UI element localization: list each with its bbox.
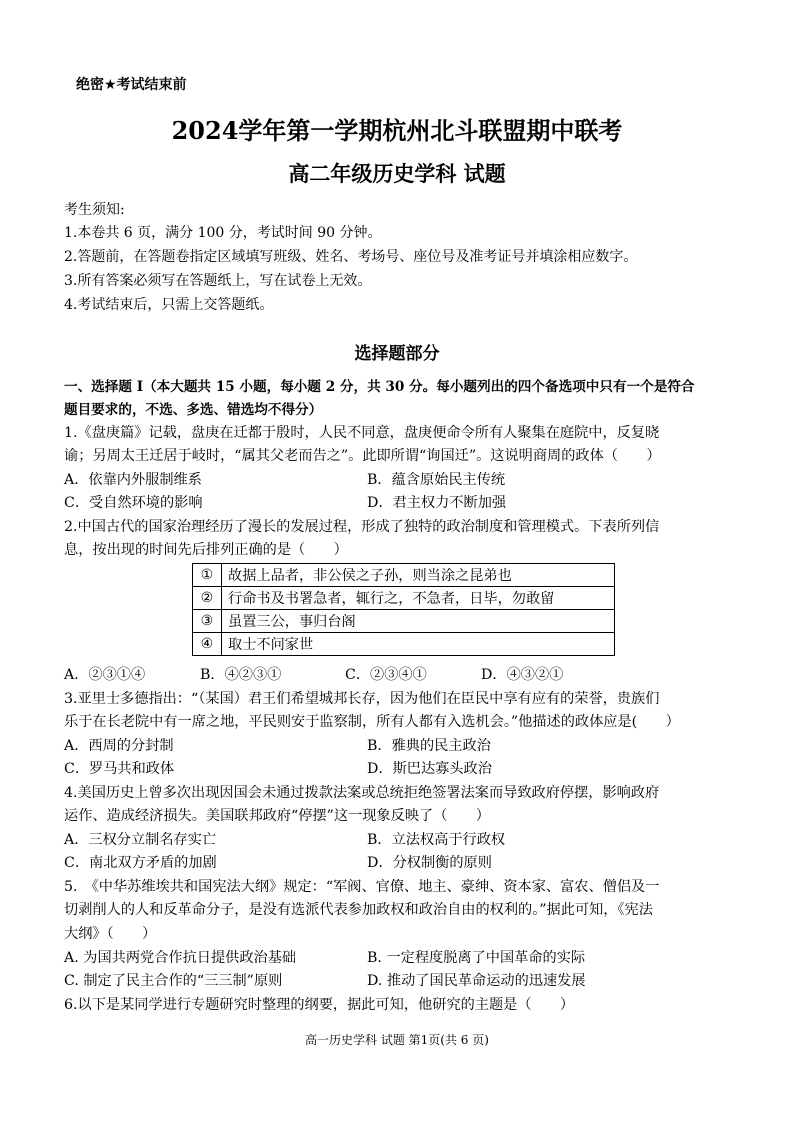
notice-item: 1.本卷共 6 页，满分 100 分，考试时间 90 分钟。 (64, 225, 382, 241)
notice-item: 3.所有答案必须写在答题纸上，写在试卷上无效。 (64, 273, 372, 289)
q1-option-b: B．蕴含原始民主传统 (367, 472, 506, 488)
q1-option-d: D．君主权力不断加强 (367, 495, 507, 511)
notice-heading: 考生须知: (64, 202, 125, 218)
part-instruction: 题目要求的，不选、多选、错选均不得分） (64, 402, 323, 418)
q3-option-a: A．西周的分封制 (64, 738, 174, 754)
q4-stem: 4.美国历史上曾多次出现因国会未通过拨款法案或总统拒绝签署法案而导致政府停摆，影响政府 (64, 785, 660, 801)
confidential-label: 绝密★考试结束前 (76, 77, 187, 93)
q2-option-b: B．④②③① (200, 667, 282, 683)
q4-option-d: D．分权制衡的原则 (367, 855, 492, 871)
table-cell-text: 行命书及书署急者，辄行之，不急者，日毕，勿敢留 (222, 587, 615, 610)
q6-stem: 6.以下是某同学进行专题研究时整理的纲要，据此可知，他研究的主题是（ ） (64, 997, 575, 1013)
table-cell-num: ① (193, 564, 222, 587)
table-row (193, 633, 615, 656)
q1-option-a: A．依靠内外服制维系 (64, 472, 202, 488)
table-cell-text: 故据上品者，非公侯之子孙，则当涂之昆弟也 (222, 564, 615, 587)
table-row (193, 564, 615, 587)
q4-option-a: A．三权分立制名存实亡 (64, 832, 217, 848)
q2-option-a: A．②③①④ (64, 667, 146, 683)
q1-option-c: C．受自然环境的影响 (64, 495, 203, 511)
q5-stem: 大纲》（ ） (64, 926, 157, 942)
q5-option-a: A. 为国共两党合作抗日提供政治基础 (64, 950, 297, 966)
q3-stem: 乐于在长老院中有一席之地，平民则安于监察制，所有人都有入选机会。”他描述的政体应是( ） (64, 714, 680, 730)
notice-item: 2.答题前，在答题卷指定区域填写班级、姓名、考场号、座位号及准考证号并填涂相应数字。 (64, 249, 638, 265)
q4-stem: 运作、造成经济损失。美国联邦政府“停摆”这一现象反映了（ ） (64, 808, 490, 824)
q4-option-b: B．立法权高于行政权 (367, 832, 506, 848)
q2-stem: 息，按出现的时间先后排列正确的是（ ） (64, 542, 348, 558)
table-row (193, 587, 615, 610)
q3-option-d: D．斯巴达寡头政治 (367, 761, 492, 777)
q2-table (192, 563, 615, 656)
q1-stem: 1.《盘庚篇》记载，盘庚在迁都于殷时，人民不同意，盘庚便命令所有人聚集在庭院中，反复晓 (64, 425, 660, 441)
q5-option-b: B. 一定程度脱离了中国革命的实际 (367, 950, 586, 966)
q5-option-d: D. 推动了国民革命运动的迅速发展 (367, 973, 586, 989)
q4-option-c: C．南北双方矛盾的加剧 (64, 855, 217, 871)
q1-stem: 谕；另周太王迁居于岐时，“属其父老而告之”。此即所谓“询国迁”。这说明商周的政体（ ） (64, 448, 661, 464)
section-title: 选择题部分 (354, 344, 440, 364)
q5-stem: 切剥削人的人和反革命分子，是没有选派代表参加政权和政治自由的权利的。”据此可知，《宪法 (64, 902, 653, 918)
page-footer: 高一历史学科 试题 第1页(共 6 页) (305, 1033, 489, 1047)
q5-stem: 5. 《中华苏维埃共和国宪法大纲》规定：“军阀、官僚、地主、豪绅、资本家、富农、僧侣及一 (64, 879, 660, 895)
q2-option-c: C．②③④① (345, 667, 427, 683)
q3-option-c: C．罗马共和政体 (64, 761, 175, 777)
table-cell-text: 取士不问家世 (222, 633, 615, 656)
table-cell-num: ② (193, 587, 222, 610)
exam-subtitle: 高二年级历史学科 试题 (288, 161, 506, 186)
part-instruction: 一、选择题 I（本大题共 15 小题，每小题 2 分，共 30 分。每小题列出的四个备选项中只有一个是符合 (64, 379, 695, 395)
q3-option-b: B．雅典的民主政治 (367, 738, 491, 754)
q2-stem: 2.中国古代的国家治理经历了漫长的发展过程，形成了独特的政治制度和管理模式。下表所列信 (64, 519, 660, 535)
notice-item: 4.考试结束后，只需上交答题纸。 (64, 297, 274, 313)
table-cell-text: 虽置三公，事归台阁 (222, 610, 615, 633)
table-cell-num: ③ (193, 610, 222, 633)
exam-title: 2024学年第一学期杭州北斗联盟期中联考 (171, 116, 623, 145)
q2-option-d: D．④③②① (481, 667, 564, 683)
q3-stem: 3.亚里士多德指出：“（某国）君王们希望城邦长存，因为他们在臣民中享有应有的荣誉，贵族们 (64, 691, 660, 707)
table-row (193, 610, 615, 633)
q5-option-c: C. 制定了民主合作的“三三制”原则 (64, 973, 283, 989)
table-cell-num: ④ (193, 633, 222, 656)
